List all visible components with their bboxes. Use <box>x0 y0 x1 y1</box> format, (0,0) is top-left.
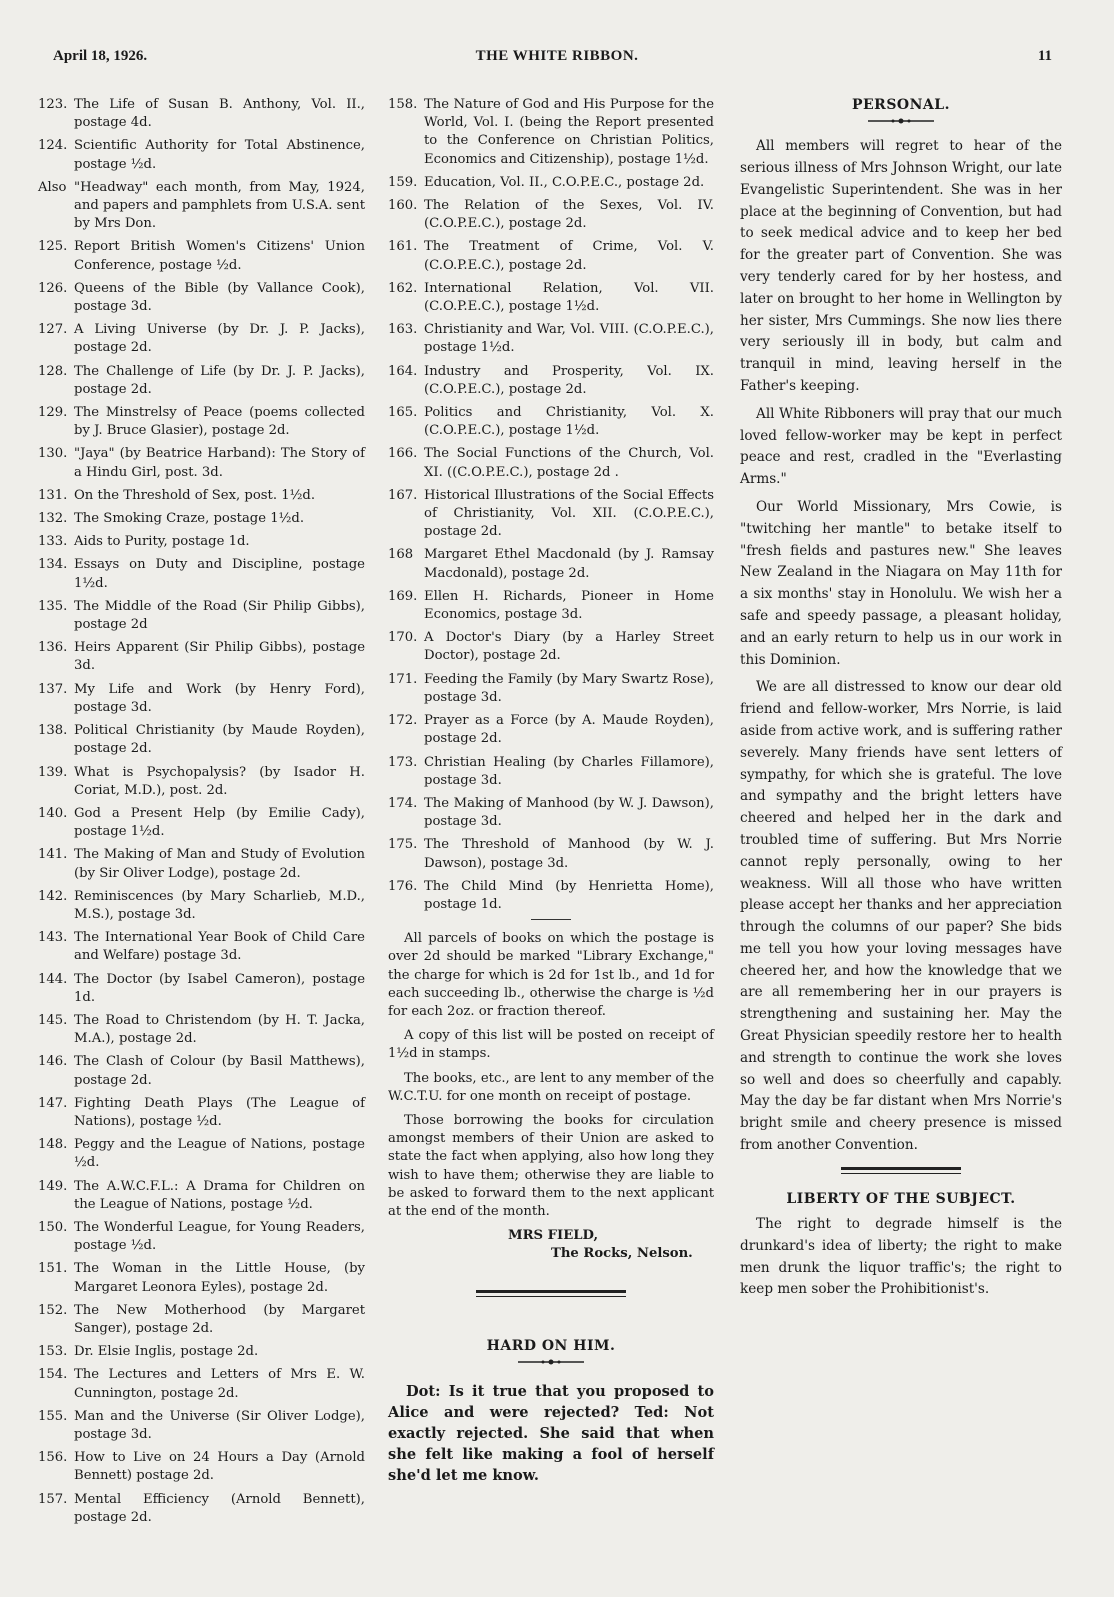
book-entry <box>38 598 365 634</box>
entry-number: 128. <box>38 363 68 379</box>
personal-para-1: All members will regret to hear of the serious illness of Mrs Johnson Wright, our late Evangelistic Superintendent. She was in her place at the beginning of Convention, but had to seek medical advice and to keep her bed for the greater part of Convention. She was very tenderly cared for by her hostess, and later on brought to her home in Wellington by her sister, Mrs Cummings. She now lies there very seriously ill in body, but calm and tranquil in mind, leaving herself in the Father's keeping. <box>740 138 1062 394</box>
entry-number: 170. <box>388 630 418 646</box>
entry-number: 166. <box>388 446 418 462</box>
entry-number: 129. <box>38 405 68 421</box>
entry-title: A Doctor's Diary (by a Harley Street Doctor), postage 2d. <box>424 630 714 664</box>
book-entry <box>388 321 714 357</box>
page-header <box>0 48 1114 72</box>
book-entry <box>38 280 365 316</box>
signature-place: The Rocks, Nelson. <box>551 1246 693 1262</box>
list-copy-note: A copy of this list will be posted on receipt of 1½d in stamps. <box>388 1028 714 1062</box>
book-entry <box>38 445 365 481</box>
entry-title: Christian Healing (by Charles Fillamore), postage 3d. <box>424 754 714 788</box>
book-entry <box>388 795 714 831</box>
entry-title: The Challenge of Life (by Dr. J. P. Jacks), postage 2d. <box>74 363 365 397</box>
book-entry <box>38 1408 365 1444</box>
entry-number: 149. <box>38 1178 68 1194</box>
book-entry <box>38 805 365 841</box>
book-entry <box>38 888 365 924</box>
entry-number: 136. <box>38 640 68 656</box>
book-entry <box>388 487 714 542</box>
book-entry <box>388 96 714 169</box>
entry-title: Reminiscences (by Mary Scharlieb, M.D., M.S.), postage 3d. <box>74 888 365 922</box>
entry-title: International Relation, Vol. VII. (C.O.P.E.C.), postage 1½d. <box>424 280 714 315</box>
entry-title: Historical Illustrations of the Social Effects of Christianity, Vol. XII. (C.O.P.E.C.), postage 2d. <box>424 487 714 540</box>
liberty-text: The right to degrade himself is the drunkard's idea of liberty; the right to make men drunk the liquor traffic's; the right to keep men sober the Prohibitionist's. <box>740 1216 1062 1298</box>
entry-number: 151. <box>38 1261 68 1277</box>
book-entry <box>38 846 365 882</box>
book-entry <box>388 671 714 707</box>
entry-number: 146. <box>38 1054 68 1070</box>
entry-number: 171. <box>388 671 418 687</box>
entry-number: 153. <box>38 1344 68 1360</box>
publication-title: THE WHITE RIBBON. <box>475 48 639 64</box>
entry-title: Aids to Purity, postage 1d. <box>74 534 250 550</box>
entry-title: The Lectures and Letters of Mrs E. W. Cunnington, postage 2d. <box>74 1367 365 1401</box>
entry-number: Also <box>38 179 67 195</box>
entry-title: "Jaya" (by Beatrice Harband): The Story of a Hindu Girl, post. 3d. <box>74 446 365 480</box>
entry-title: Queens of the Bible (by Vallance Cook), postage 3d. <box>74 280 365 315</box>
entry-title: The Treatment of Crime, Vol. V. (C.O.P.E.C.), postage 2d. <box>424 239 714 273</box>
book-entry <box>38 681 365 717</box>
entry-title: Prayer as a Force (by A. Maude Royden), postage 2d. <box>424 713 714 747</box>
entry-title: Essays on Duty and Discipline, postage 1½d. <box>74 557 365 591</box>
entry-number: 126. <box>38 280 68 296</box>
book-entry <box>38 722 365 758</box>
entry-number: 162. <box>388 280 418 296</box>
entry-number: 141. <box>38 847 68 863</box>
entry-title: My Life and Work (by Henry Ford), postage 3d. <box>74 681 365 715</box>
liberty-heading: LIBERTY OF THE SUBJECT. <box>786 1190 1016 1207</box>
ornament-rule <box>740 116 1062 126</box>
entry-number: 148. <box>38 1137 68 1153</box>
entry-number: 173. <box>388 754 418 770</box>
entry-number: 134. <box>38 557 68 573</box>
entry-title: Education, Vol. II., C.O.P.E.C., postage 2d. <box>424 174 705 190</box>
book-entry <box>38 1095 365 1131</box>
book-entry <box>388 363 714 399</box>
personal-para-2: All White Ribboners will pray that our much loved fellow-worker may be kept in perfect peace and rest, cradled in the "Everlasting Arms." <box>740 405 1062 488</box>
entry-number: 125. <box>38 239 68 255</box>
entry-number: 127. <box>38 322 68 338</box>
book-entry <box>38 929 365 965</box>
entry-number: 163. <box>388 322 418 338</box>
book-entry <box>38 533 365 551</box>
book-list-column-1 <box>38 96 365 1532</box>
entry-title: How to Live on 24 Hours a Day (Arnold Bennett) postage 2d. <box>74 1450 365 1484</box>
entry-title: What is Psychopalysis? (by Isador H. Coriat, M.D.), post. 2d. <box>74 764 365 798</box>
entry-number: 175. <box>388 837 418 853</box>
entry-title: Peggy and the League of Nations, postage ½d. <box>74 1137 365 1171</box>
book-entry <box>388 588 714 624</box>
entry-number: 174. <box>388 795 418 811</box>
entry-number: 155. <box>38 1408 68 1424</box>
book-entry <box>38 1219 365 1255</box>
entry-title: The Life of Susan B. Anthony, Vol. II., postage 4d. <box>74 97 365 131</box>
book-entry <box>38 321 365 357</box>
book-entry <box>388 878 714 914</box>
parcels-note: All parcels of books on which the postage is over 2d should be marked "Library Exchange," the charge for which is 2d for 1st lb., and 1d for each succeeding lb., otherwise the charge is ½d for each 2oz. or fraction thereof. <box>388 931 714 1019</box>
book-entry <box>38 404 365 440</box>
entry-number: 156. <box>38 1450 68 1466</box>
book-entry <box>388 546 714 582</box>
entry-title: The Wonderful League, for Young Readers, postage ½d. <box>74 1219 365 1254</box>
entry-number: 176. <box>388 878 418 894</box>
entry-number: 132. <box>38 511 68 527</box>
hard-on-him-heading: HARD ON HIM. <box>486 1337 616 1354</box>
book-entry <box>388 712 714 748</box>
entry-title: Scientific Authority for Total Abstinence, postage ½d. <box>74 138 365 172</box>
entry-title: Political Christianity (by Maude Royden), postage 2d. <box>74 723 365 757</box>
book-entry <box>38 179 365 234</box>
book-entry <box>38 1136 365 1172</box>
entry-title: The A.W.C.F.L.: A Drama for Children on the League of Nations, postage ½d. <box>74 1178 365 1212</box>
entry-number: 142. <box>38 888 68 904</box>
entry-number: 137. <box>38 681 68 697</box>
book-entry <box>38 1366 365 1402</box>
book-entry <box>38 971 365 1007</box>
entry-number: 139. <box>38 764 68 780</box>
book-entry <box>388 404 714 440</box>
entry-number: 133. <box>38 534 68 550</box>
book-entry <box>38 1260 365 1296</box>
entry-title: Dr. Elsie Inglis, postage 2d. <box>74 1344 259 1360</box>
book-entry <box>38 639 365 675</box>
short-divider <box>531 919 571 920</box>
book-entry <box>388 174 714 192</box>
entry-title: Man and the Universe (Sir Oliver Lodge), postage 3d. <box>74 1408 365 1442</box>
book-entry <box>38 96 365 132</box>
signature-name: MRS FIELD, <box>508 1228 599 1244</box>
entry-number: 160. <box>388 198 418 214</box>
entry-title: Mental Efficiency (Arnold Bennett), postage 2d. <box>74 1491 365 1525</box>
entry-title: The Road to Christendom (by H. T. Jacka, M.A.), postage 2d. <box>74 1012 365 1047</box>
entry-number: 131. <box>38 487 68 503</box>
entry-title: Industry and Prosperity, Vol. IX. (C.O.P.E.C.), postage 2d. <box>424 363 714 397</box>
borrowing-note: Those borrowing the books for circulation amongst members of their Union are asked to state the fact when applying, also how long they wish to have them; otherwise they are liable to be asked to forward them to the next applicant at the end of the month. <box>388 1112 714 1219</box>
book-entry <box>388 197 714 233</box>
entry-number: 138. <box>38 723 68 739</box>
entry-title: The Child Mind (by Henrietta Home), postage 1d. <box>424 878 714 912</box>
entry-number: 143. <box>38 930 68 946</box>
entry-title: The Relation of the Sexes, Vol. IV. (C.O.P.E.C.), postage 2d. <box>424 198 714 232</box>
entry-title: The Social Functions of the Church, Vol. XI. ((C.O.P.E.C.), postage 2d . <box>424 446 714 480</box>
entry-title: The New Motherhood (by Margaret Sanger), postage 2d. <box>74 1302 365 1336</box>
entry-number: 135. <box>38 598 68 614</box>
entry-number: 123. <box>38 97 68 112</box>
book-entry <box>38 238 365 274</box>
page-number: 11 <box>1037 48 1052 64</box>
book-entry <box>38 1449 365 1485</box>
book-entry <box>38 487 365 505</box>
book-entry <box>388 629 714 665</box>
entry-title: The Making of Man and Study of Evolution (by Sir Oliver Lodge), postage 2d. <box>74 847 365 881</box>
book-entry <box>388 238 714 274</box>
entry-title: Christianity and War, Vol. VIII. (C.O.P.E.C.), postage 1½d. <box>424 322 714 356</box>
book-entry <box>38 1012 365 1048</box>
entry-number: 140. <box>38 805 68 821</box>
book-entry <box>38 556 365 592</box>
book-entry <box>388 836 714 872</box>
book-entry <box>38 1343 365 1361</box>
entry-number: 147. <box>38 1095 68 1111</box>
personal-column <box>740 96 1062 1307</box>
entry-number: 152. <box>38 1302 68 1318</box>
issue-date: April 18, 1926. <box>53 48 148 64</box>
entry-title: The Smoking Craze, postage 1½d. <box>74 511 305 527</box>
section-divider <box>841 1167 961 1174</box>
book-entry <box>38 764 365 800</box>
book-list-continued <box>388 96 714 914</box>
entry-number: 169. <box>388 588 418 604</box>
book-entry <box>38 1302 365 1338</box>
entry-title: On the Threshold of Sex, post. 1½d. <box>74 487 316 503</box>
entry-number: 150. <box>38 1219 68 1235</box>
entry-title: God a Present Help (by Emilie Cady), postage 1½d. <box>74 805 365 840</box>
entry-title: The Threshold of Manhood (by W. J. Dawson), postage 3d. <box>424 837 714 871</box>
entry-number: 130. <box>38 446 68 462</box>
book-entry <box>38 1178 365 1214</box>
entry-number: 154. <box>38 1367 68 1383</box>
entry-number: 159. <box>388 174 418 190</box>
entry-title: Feeding the Family (by Mary Swartz Rose), postage 3d. <box>424 671 714 705</box>
section-divider <box>476 1290 626 1297</box>
book-entry <box>388 445 714 481</box>
book-entry <box>38 363 365 399</box>
lending-note: The books, etc., are lent to any member of the W.C.T.U. for one month on receipt of postage. <box>388 1070 714 1104</box>
entry-title: Margaret Ethel Macdonald (by J. Ramsay Macdonald), postage 2d. <box>424 547 714 581</box>
entry-title: The Making of Manhood (by W. J. Dawson), postage 3d. <box>424 795 714 830</box>
entry-number: 165. <box>388 405 418 421</box>
book-entry <box>38 510 365 528</box>
entry-number: 145. <box>38 1012 68 1028</box>
entry-number: 172. <box>388 713 418 729</box>
entry-title: A Living Universe (by Dr. J. P. Jacks), postage 2d. <box>74 322 365 356</box>
entry-title: The Woman in the Little House, (by Margaret Leonora Eyles), postage 2d. <box>74 1261 365 1295</box>
entry-title: The Clash of Colour (by Basil Matthews), postage 2d. <box>74 1054 365 1088</box>
book-entry <box>388 754 714 790</box>
book-entry <box>38 1053 365 1089</box>
entry-title: The Nature of God and His Purpose for the World, Vol. I. (being the Report presented to the Conference on Christian Politics, Economics and Citizenship), postage 1½d. <box>424 97 714 167</box>
ornament-rule <box>388 1357 714 1367</box>
entry-number: 167. <box>388 487 418 503</box>
entry-title: Report British Women's Citizens' Union Conference, postage ½d. <box>74 239 365 273</box>
entry-title: Heirs Apparent (Sir Philip Gibbs), postage 3d. <box>74 640 365 674</box>
entry-number: 164. <box>388 363 418 379</box>
book-entry <box>38 1491 365 1527</box>
entry-title: The Minstrelsy of Peace (poems collected by J. Bruce Glasier), postage 2d. <box>74 405 365 439</box>
entry-title: The Doctor (by Isabel Cameron), postage 1d. <box>74 971 365 1005</box>
hard-on-him-text: Dot: Is it true that you proposed to Alice and were rejected? Ted: Not exactly rejected. She said that when she felt like making a fool of herself she'd let me know. <box>388 1383 714 1485</box>
book-entry <box>388 280 714 316</box>
entry-number: 158. <box>388 97 418 112</box>
entry-title: The Middle of the Road (Sir Philip Gibbs), postage 2d <box>74 598 365 633</box>
entry-title: "Headway" each month, from May, 1924, and papers and pamphlets from U.S.A. sent by Mrs Don. <box>74 179 365 232</box>
personal-para-3: Our World Missionary, Mrs Cowie, is "twitching her mantle" to betake itself to "fresh fields and pastures new." She leaves New Zealand in the Niagara on May 11th for a six months' stay in Honolulu. We wish her a safe and speedy passage, a pleasant holiday, and an early return to help us in our work in this Dominion. <box>740 498 1062 668</box>
personal-heading: PERSONAL. <box>851 97 950 113</box>
entry-title: Fighting Death Plays (The League of Nations), postage ½d. <box>74 1095 365 1129</box>
entry-title: The International Year Book of Child Care and Welfare) postage 3d. <box>74 930 365 964</box>
entry-number: 157. <box>38 1491 68 1507</box>
entry-number: 144. <box>38 971 68 987</box>
personal-para-4: We are all distressed to know our dear old friend and fellow-worker, Mrs Norrie, is laid aside from active work, and is suffering rather severely. Many friends have sent letters of sympathy, for which she is grateful. The love and sympathy and the bright letters have cheered and helped her in the dark and troubled time of suffering. But Mrs Norrie cannot reply personally, owing to her weakness. Will all those who have written please accept her thanks and her appreciation through the columns of our paper? She bids me tell you how your loving messages have cheered her, and how the knowledge that we are all remembering her in our prayers is strengthening and sustaining her. May the Great Physician speedily restore her to health and strength to continue the work she loves so well and does so cheerfully and capably. May the day be far distant when Mrs Norrie's bright smile and cheery presence is missed from another Convention. <box>740 679 1062 1154</box>
entry-number: 124. <box>38 138 68 154</box>
entry-title: Ellen H. Richards, Pioneer in Home Economics, postage 3d. <box>424 588 714 623</box>
entry-number: 168 <box>388 547 414 563</box>
book-entry <box>38 137 365 173</box>
book-list-column-2 <box>388 96 714 1501</box>
entry-title: Politics and Christianity, Vol. X. (C.O.P.E.C.), postage 1½d. <box>424 405 714 439</box>
entry-number: 161. <box>388 239 418 255</box>
